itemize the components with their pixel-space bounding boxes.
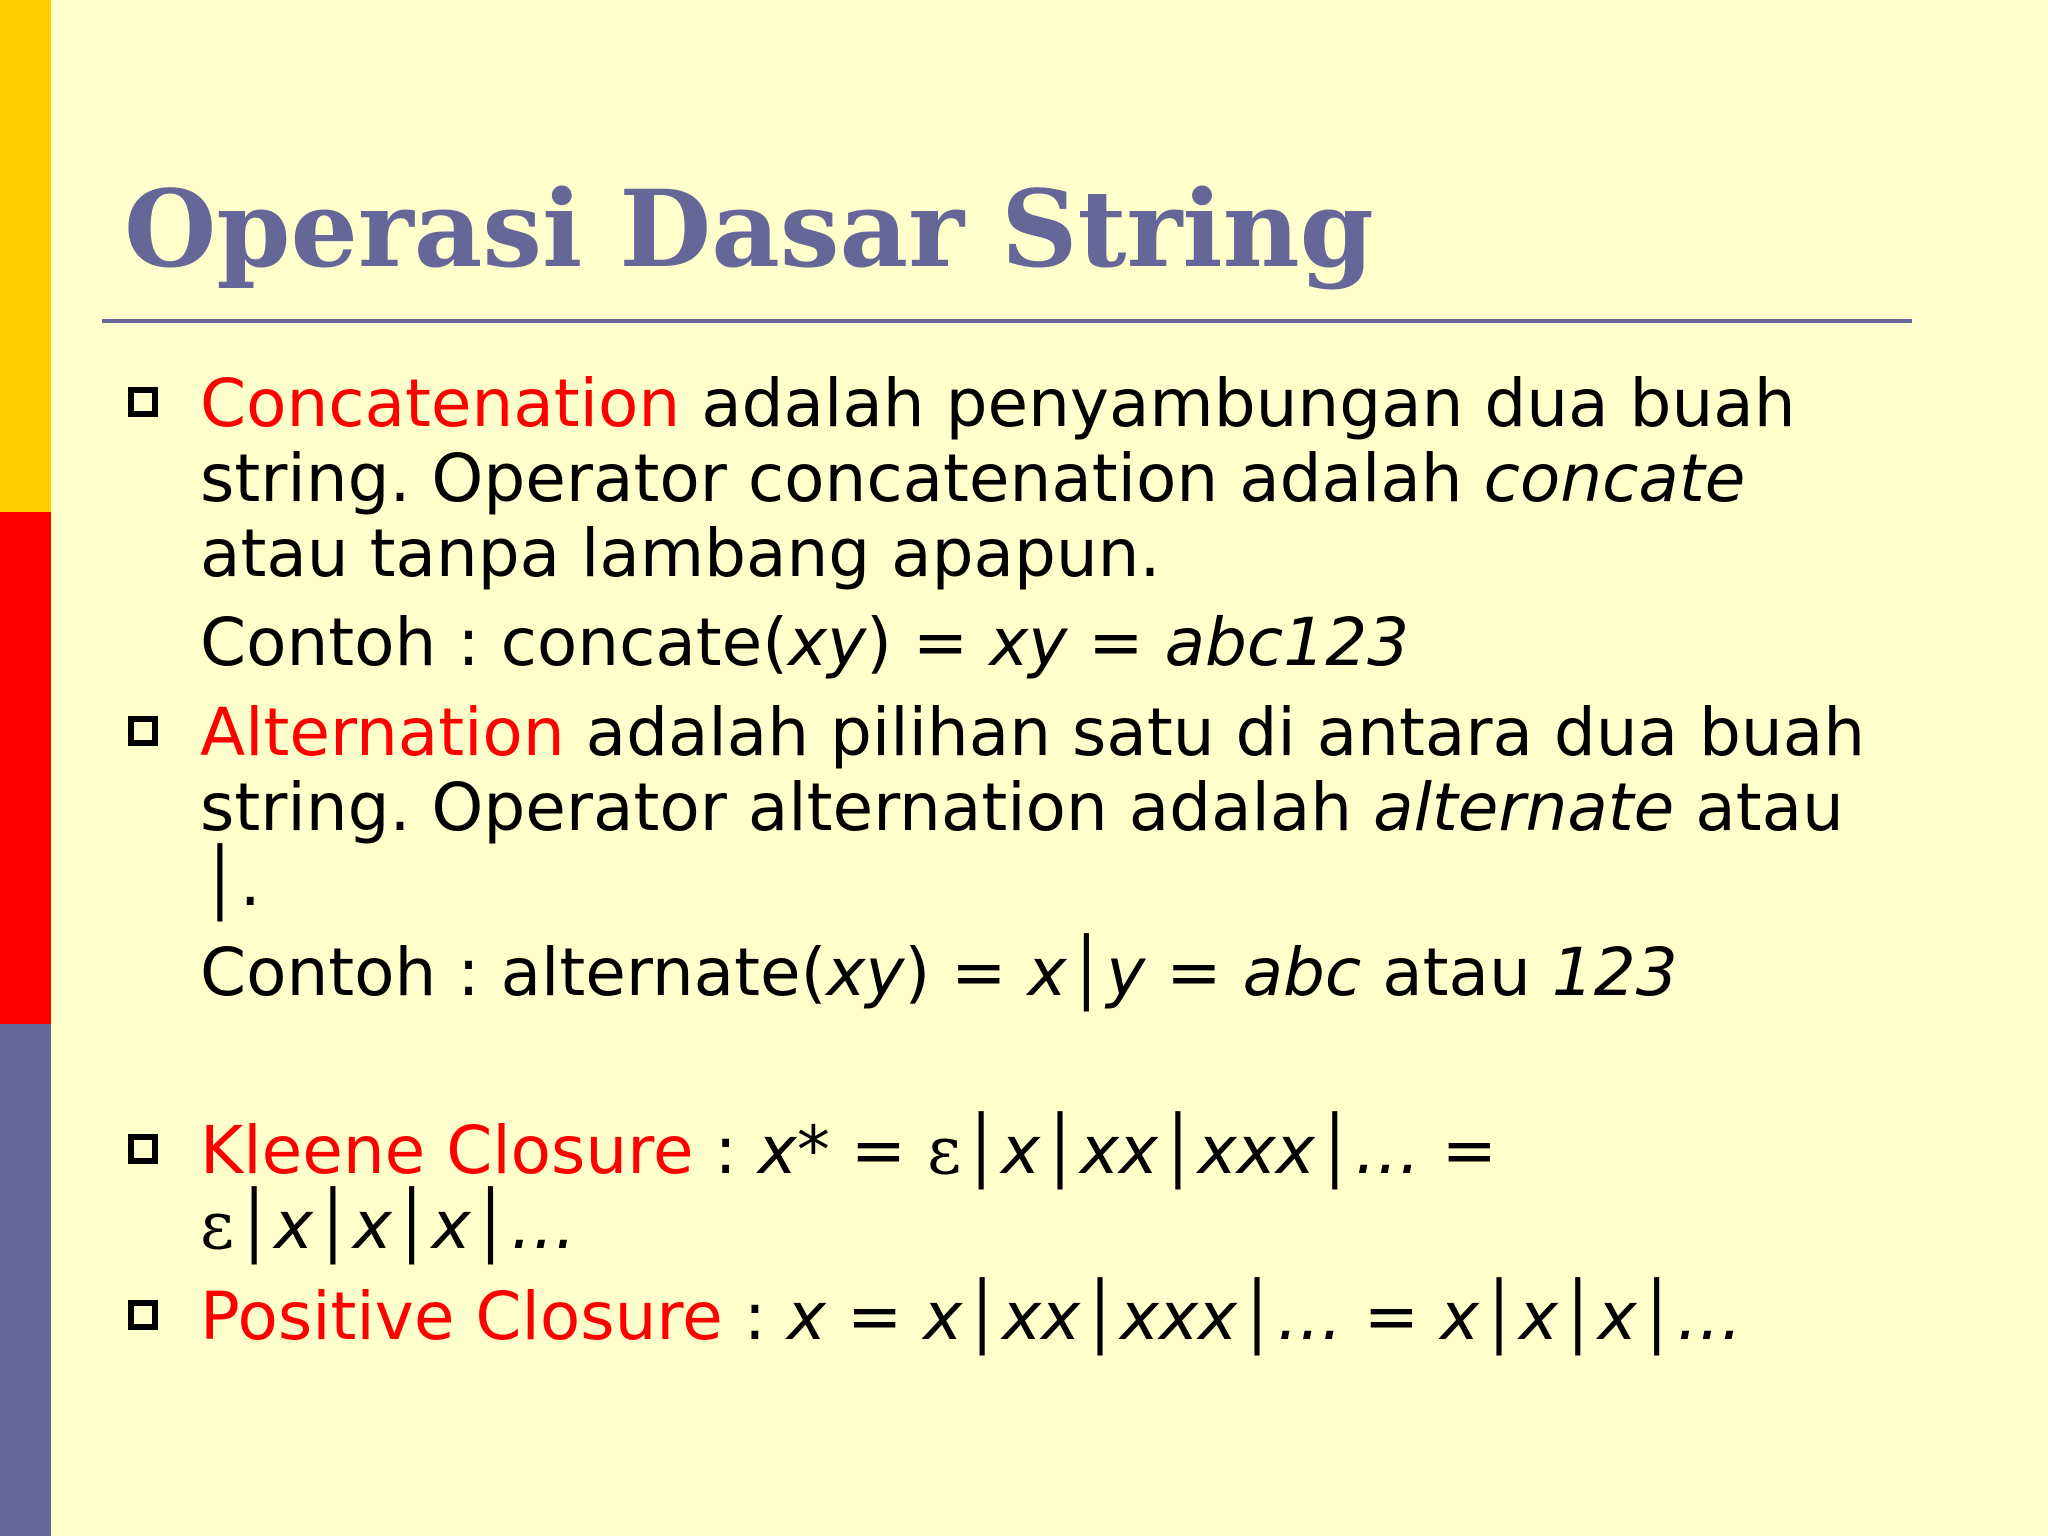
example-prefix: Contoh : concate(: [200, 604, 789, 681]
positive-colon: :: [722, 1278, 787, 1355]
epsilon-symbol: ε: [200, 1187, 235, 1264]
concatenation-example: [200, 605, 1960, 680]
concatenation-term: Concatenation: [200, 365, 681, 442]
positive-term: Positive Closure: [200, 1278, 723, 1355]
alternation-line-1-text: adalah pilihan satu di antara dua buah: [564, 694, 1866, 771]
kleene-line-1: [200, 1113, 1960, 1188]
alternation-line-2-text: string. Operator alternation adalah: [200, 769, 1374, 846]
example-prefix: Contoh : alternate(: [200, 934, 827, 1011]
example-xy-2: xy: [989, 604, 1068, 681]
epsilon-symbol: ε: [927, 1112, 962, 1189]
concatenation-line-2-text: string. Operator concatenation adalah: [200, 440, 1484, 517]
bullet-square-icon: [128, 1300, 158, 1330]
example-equals-2: =: [1145, 934, 1243, 1011]
alternation-line-2-end: atau: [1674, 769, 1844, 846]
stripe-blue: [0, 1024, 51, 1536]
example-xy: xy: [826, 934, 905, 1011]
example-equals-2: =: [1067, 604, 1165, 681]
alternation-line-3: │.: [200, 844, 261, 921]
alternation-line-2: [200, 770, 1960, 845]
concatenation-operator-name: concate: [1483, 440, 1746, 517]
positive-expr: x = x│xx│xxx│… = x│x│x│…: [786, 1278, 1743, 1355]
slide-title: Operasi Dasar String: [124, 166, 1374, 291]
concatenation-line-2: [200, 441, 1960, 516]
kleene-line-2: [200, 1188, 1960, 1263]
kleene-expr-start: x* =: [757, 1112, 928, 1189]
kleene-colon: :: [693, 1112, 758, 1189]
kleene-expr-rest: │x│xx│xxx│… =: [961, 1112, 1497, 1189]
bullet-square-icon: [128, 716, 158, 746]
bullet-square-icon: [128, 387, 158, 417]
kleene-expr-line-2: │x│x│x│…: [234, 1187, 577, 1264]
concatenation-line-1: [200, 366, 1960, 441]
example-abc: abc: [1242, 934, 1362, 1011]
example-123: 123: [1551, 934, 1678, 1011]
alternation-line-1: [200, 695, 1960, 770]
positive-line-1: [200, 1279, 1960, 1354]
example-equals: ) =: [866, 604, 990, 681]
kleene-term: Kleene Closure: [200, 1112, 694, 1189]
example-result: abc123: [1164, 604, 1410, 681]
example-atau: atau: [1361, 934, 1552, 1011]
alternation-operator-name: alternate: [1373, 769, 1675, 846]
stripe-red: [0, 512, 51, 1024]
alternation-term: Alternation: [200, 694, 565, 771]
example-xy: xy: [788, 604, 867, 681]
concatenation-line-3: atau tanpa lambang apapun.: [200, 515, 1161, 592]
concatenation-line-1-text: adalah penyambungan dua buah: [680, 365, 1796, 442]
bullet-square-icon: [128, 1134, 158, 1164]
example-x-or-y: x│y: [1027, 934, 1146, 1011]
example-equals: ) =: [904, 934, 1028, 1011]
alternation-example: [200, 935, 1960, 1010]
title-rule: [102, 319, 1912, 323]
stripe-yellow: [0, 0, 51, 512]
